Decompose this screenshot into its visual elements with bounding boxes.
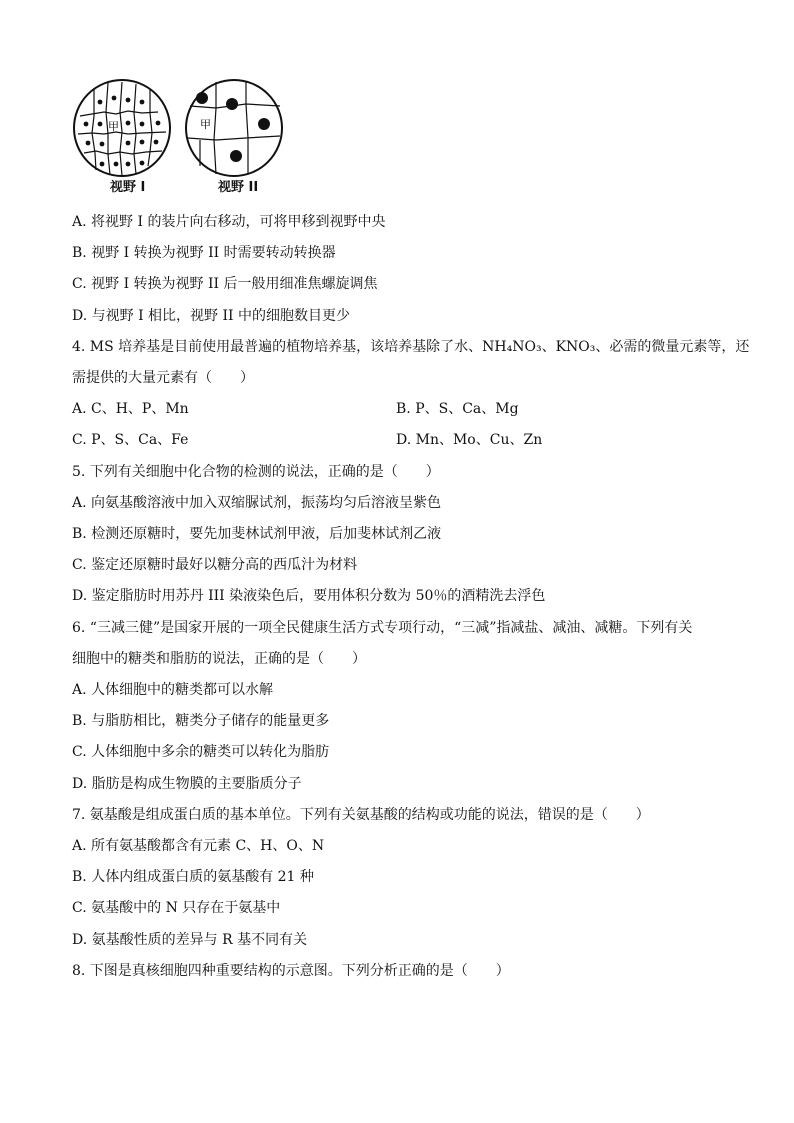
q4-stem-line-2: 需提供的大量元素有（ ）: [72, 370, 254, 386]
q3-option-a: A. 将视野 I 的装片向右移动，可将甲移到视野中央: [72, 214, 386, 230]
q5-option-d: D. 鉴定脂肪时用苏丹 III 染液染色后，要用体积分数为 50％的酒精洗去浮色: [72, 588, 546, 604]
q4-option-a: A. C、H、P、Mn: [72, 401, 189, 417]
field-of-view-1: [74, 80, 170, 176]
q6-stem-line-2: 细胞中的糖类和脂肪的说法，正确的是（ ）: [72, 651, 366, 667]
q7-stem: 7. 氨基酸是组成蛋白质的基本单位。下列有关氨基酸的结构或功能的说法，错误的是（ ）: [72, 807, 650, 823]
marker-jia-2: 甲: [200, 118, 211, 131]
q4-stem-line-1: 4. MS 培养基是目前使用最普遍的植物培养基，该培养基除了水、NH₄NO₃、KNO₃、必需的微量元素等，还: [72, 339, 750, 355]
q6-option-a: A. 人体细胞中的糖类都可以水解: [72, 682, 274, 698]
q4-option-c: C. P、S、Ca、Fe: [72, 432, 189, 448]
microscope-views-illustration: [70, 78, 310, 188]
caption-view-2: 视野 II: [218, 180, 259, 195]
field-of-view-2: [186, 80, 282, 176]
microscope-figure: [70, 78, 310, 198]
q6-stem-line-1: 6. “三减三健”是国家开展的一项全民健康生活方式专项行动，“三减”指减盐、减油、减糖。下列有关: [72, 620, 693, 636]
q7-option-a: A. 所有氨基酸都含有元素 C、H、O、N: [72, 838, 325, 854]
caption-view-1: 视野 I: [110, 180, 146, 195]
q4-option-d: D. Mn、Mo、Cu、Zn: [396, 432, 543, 448]
marker-jia-1: 甲: [108, 120, 119, 133]
q3-option-c: C. 视野 I 转换为视野 II 后一般用细准焦螺旋调焦: [72, 276, 378, 292]
q7-option-b: B. 人体内组成蛋白质的氨基酸有 21 种: [72, 869, 314, 885]
q5-option-c: C. 鉴定还原糖时最好以糖分高的西瓜汁为材料: [72, 557, 358, 573]
q7-option-d: D. 氨基酸性质的差异与 R 基不同有关: [72, 932, 308, 948]
q3-option-d: D. 与视野 I 相比，视野 II 中的细胞数目更少: [72, 308, 351, 324]
q5-option-a: A. 向氨基酸溶液中加入双缩脲试剂，振荡均匀后溶液呈紫色: [72, 495, 442, 511]
q5-stem: 5. 下列有关细胞中化合物的检测的说法，正确的是（ ）: [72, 464, 440, 480]
q6-option-b: B. 与脂肪相比，糖类分子储存的能量更多: [72, 713, 330, 729]
q8-stem: 8. 下图是真核细胞四种重要结构的示意图。下列分析正确的是（ ）: [72, 963, 510, 979]
q6-option-d: D. 脂肪是构成生物膜的主要脂质分子: [72, 776, 302, 792]
q7-option-c: C. 氨基酸中的 N 只存在于氨基中: [72, 900, 281, 916]
q6-option-c: C. 人体细胞中多余的糖类可以转化为脂肪: [72, 744, 330, 760]
q4-option-b: B. P、S、Ca、Mg: [396, 401, 519, 417]
q3-option-b: B. 视野 I 转换为视野 II 时需要转动转换器: [72, 245, 336, 261]
q5-option-b: B. 检测还原糖时，要先加斐林试剂甲液，后加斐林试剂乙液: [72, 526, 442, 542]
